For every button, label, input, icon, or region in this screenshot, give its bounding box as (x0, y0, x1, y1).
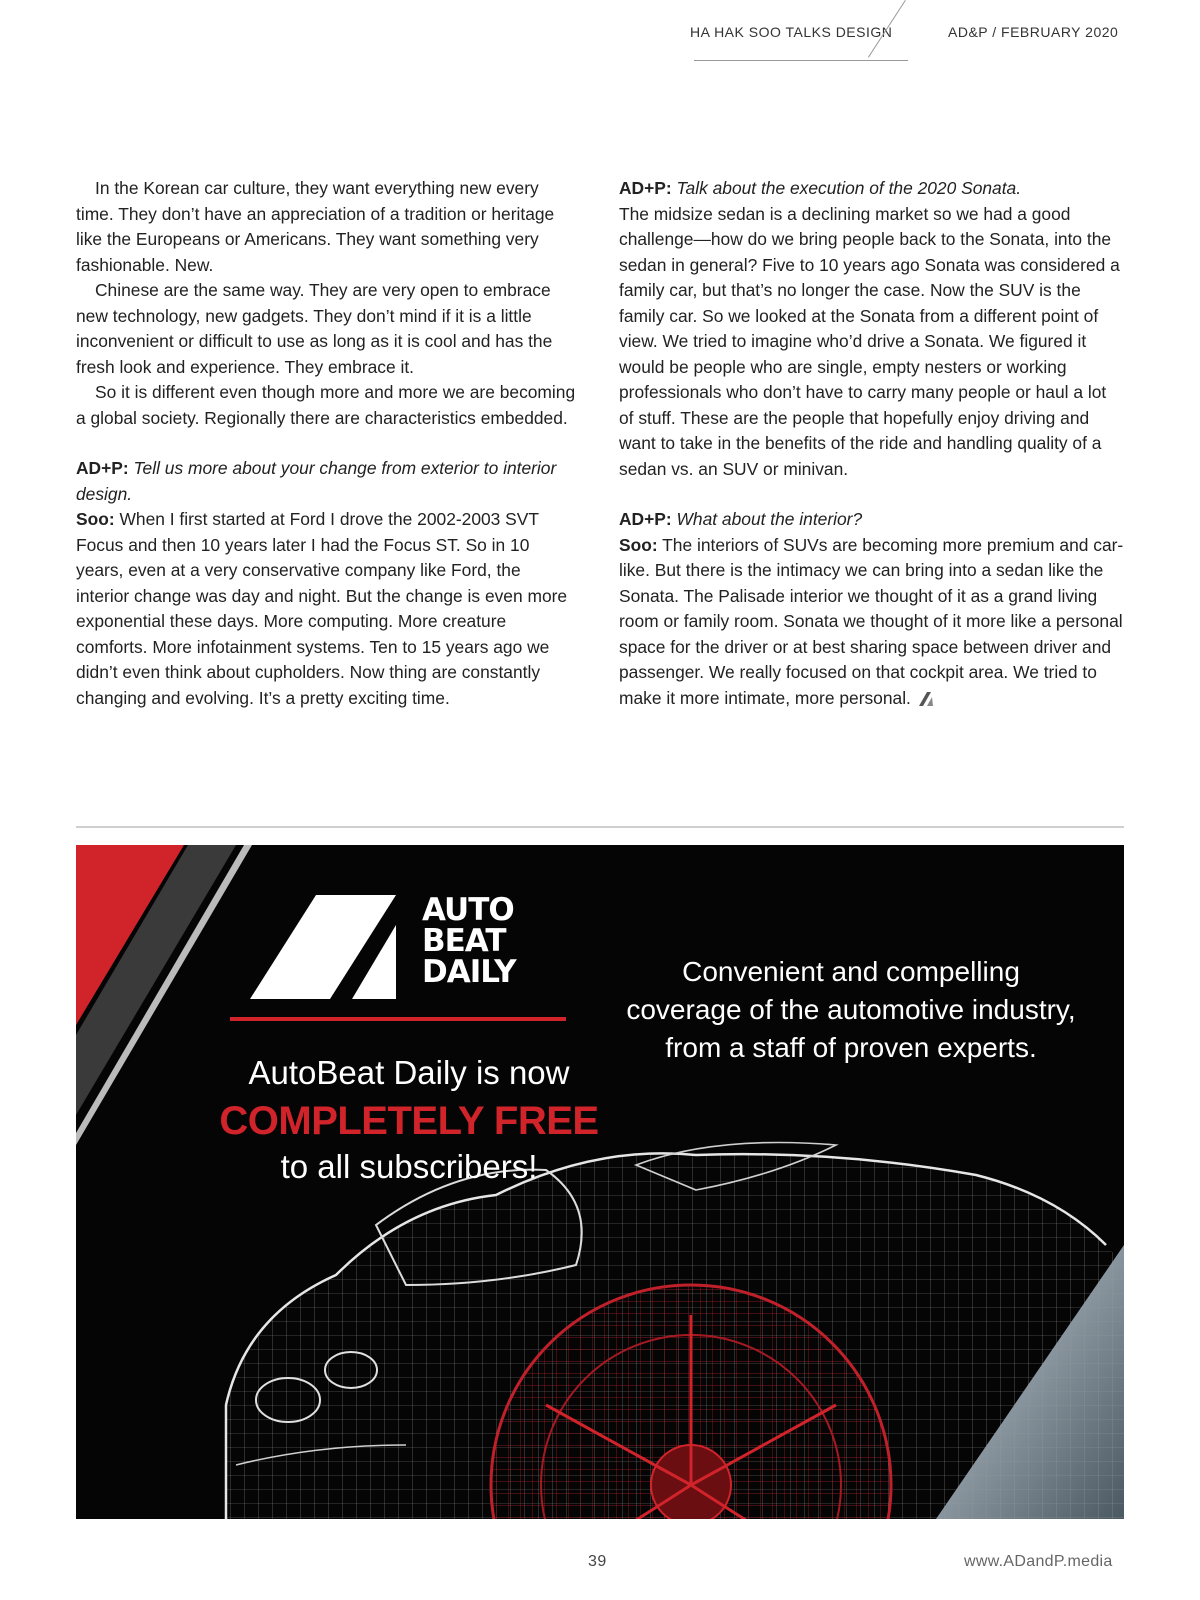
interviewer-label: AD+P: (619, 178, 672, 198)
answer-text: The midsize sedan is a declining market so we had a good challenge—how do we bring people back to the Sonata, into the sedan in general? Five to 10 years ago Sonata was considered a family car, but that’s no longer the case. Now the SUV is the family car. So we looked at the Sonata from a different point of view. We tried to imagine who’d drive a Sonata. We figured it would be people who are single, empty nesters or working professionals who don’t have to carry many people or haul a lot of stuff. These are the people that hopefully enjoy driving and want to take in the benefits of the ride and handling quality of a sedan vs. an SUV or minivan. (619, 203, 1120, 479)
question (619, 507, 1124, 533)
answer-text: The interiors of SUVs are becoming more premium and car-like. But there is the intimacy we can bring into a sedan like the Sonata. The Palisade interior we thought of it as a grand living room or family room. Sonata we thought of it more like a personal space for the driver or at best sharing space between driver and passenger. We really focused on that cockpit area. We tried to make it more intimate, more personal. (619, 534, 1124, 708)
answer-text: When I first started at Ford I drove the 2002-2003 SVT Focus and then 10 years later I had the Focus ST. So in 10 years, even at a very conservative company like Ford, the interior change was day and night. But the change is even more exponential these days. More computing. More creature comforts. More infotainment systems. Ten to 15 years ago we didn’t even think about cupholders. Now thing are constantly changing and evolving. It’s a pretty exciting time. (76, 509, 568, 708)
running-head-issue: AD&P / FEBRUARY 2020 (948, 24, 1119, 40)
paragraph: In the Korean car culture, they want everything new every time. They don’t have an appreciation of a tradition or heritage like the Europeans or Americans. They want something very fashionable. New. (76, 178, 555, 275)
article-right-column (619, 176, 1124, 711)
paragraph: Chinese are the same way. They are very open to embrace new technology, new gadgets. They don’t mind if it is a little inconvenient or difficult to use as long as it is cool and has the fresh look and experience. They embrace it. (76, 280, 553, 377)
ad-headline-emphasis: COMPLETELY FREE (219, 1099, 599, 1143)
interviewee-label: Soo: (76, 509, 115, 529)
ad-headline-line3: to all subscribers! (280, 1148, 538, 1185)
autobeat-logo-wordmark: AUTO BEAT DAILY (422, 892, 516, 990)
question-text: Talk about the execution of the 2020 Sonata. (676, 178, 1022, 198)
answer (619, 533, 1124, 712)
interviewer-label: AD+P: (76, 458, 129, 478)
running-head-section: HA HAK SOO TALKS DESIGN (690, 24, 893, 40)
interviewee-label: Soo: (619, 534, 658, 555)
question (619, 176, 1124, 202)
footer-url[interactable]: www.ADandP.media (964, 1553, 1113, 1570)
question-text: What about the interior? (676, 509, 863, 529)
article-left-column (76, 176, 576, 711)
header-rule (694, 60, 908, 61)
autobeat-advertisement[interactable] (76, 845, 1124, 1519)
section-separator (76, 826, 1124, 828)
interviewer-label: AD+P: (619, 509, 672, 529)
answer (76, 507, 576, 711)
logo-underline (230, 1017, 566, 1021)
paragraph: So it is different even though more and more we are becoming a global society. Regionally there are characteristics embedded. (76, 382, 576, 428)
adp-logo-mark-icon (919, 692, 937, 706)
page-number: 39 (588, 1553, 607, 1570)
question-text: Tell us more about your change from exterior to interior design. (76, 458, 557, 504)
ad-headline-line1: AutoBeat Daily is now (248, 1054, 570, 1091)
question (76, 456, 576, 507)
ad-tagline: Convenient and compelling coverage of the automotive industry, from a staff of proven experts. (626, 956, 1076, 1063)
